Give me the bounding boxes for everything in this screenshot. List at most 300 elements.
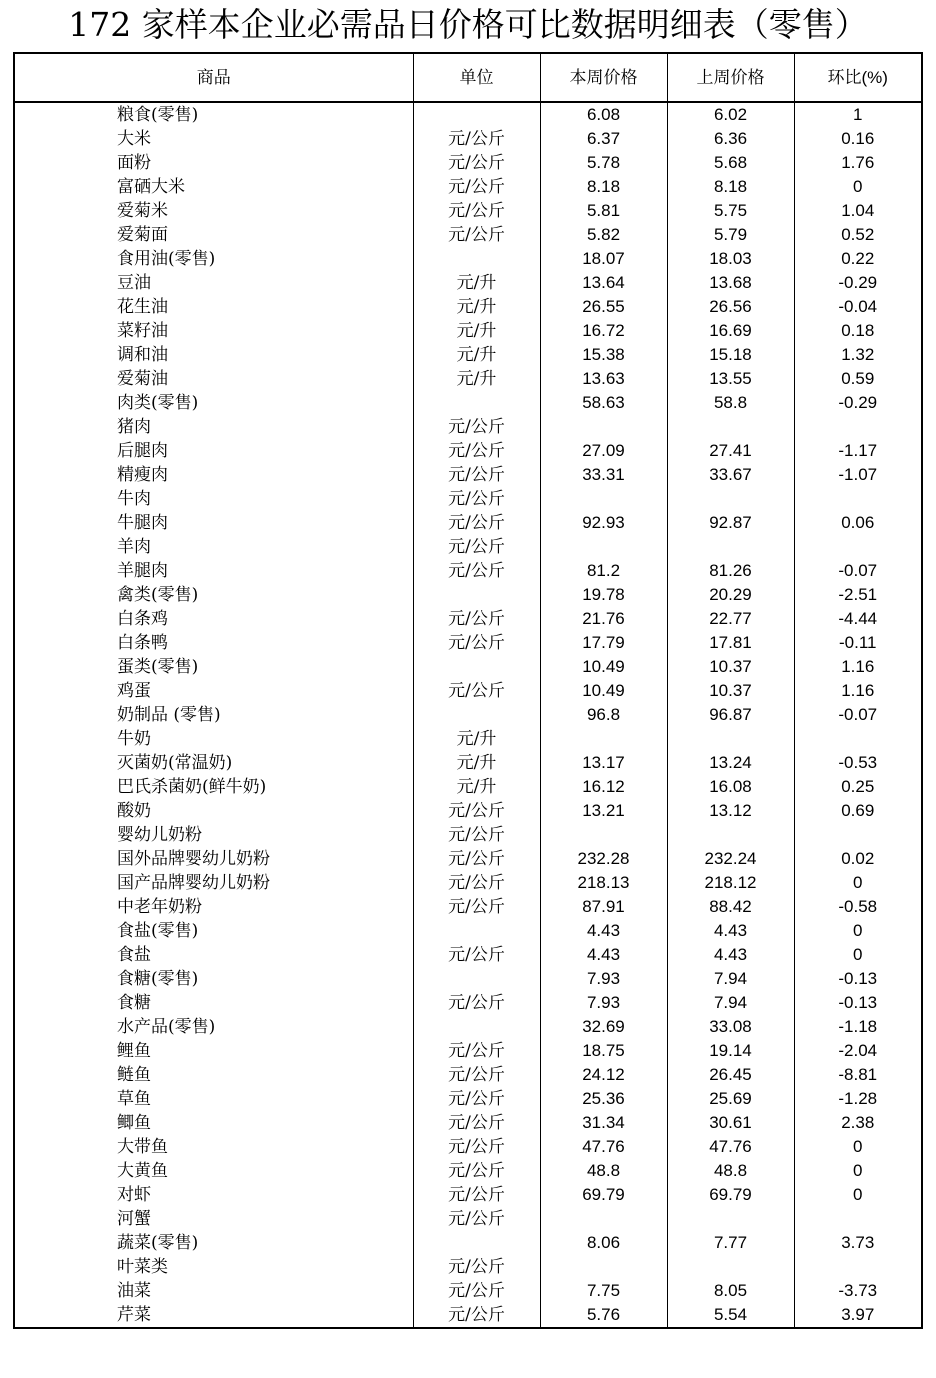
table-row [14,295,922,319]
change-percent-cell: 0.52 [794,223,922,247]
unit-cell: 元/公斤 [413,1303,540,1328]
product-name-cell: 粮食(零售) [14,102,413,127]
product-name-cell: 婴幼儿奶粉 [14,823,413,847]
unit-cell: 元/升 [413,319,540,343]
change-percent-cell: 0 [794,871,922,895]
table-row [14,415,922,439]
last-week-price-cell: 218.12 [667,871,794,895]
product-name-cell: 花生油 [14,295,413,319]
last-week-price-cell: 13.24 [667,751,794,775]
unit-cell: 元/公斤 [413,463,540,487]
product-name-cell: 芹菜 [14,1303,413,1328]
this-week-price-cell: 25.36 [540,1087,667,1111]
change-percent-cell: 0.22 [794,247,922,271]
table-row [14,175,922,199]
table-row [14,463,922,487]
this-week-price-cell: 6.37 [540,127,667,151]
change-percent-cell: -2.04 [794,1039,922,1063]
last-week-price-cell: 20.29 [667,583,794,607]
unit-cell: 元/公斤 [413,943,540,967]
table-row [14,439,922,463]
this-week-price-cell: 18.75 [540,1039,667,1063]
product-name-cell: 食盐 [14,943,413,967]
this-week-price-cell: 232.28 [540,847,667,871]
this-week-price-cell: 33.31 [540,463,667,487]
last-week-price-cell: 8.05 [667,1279,794,1303]
last-week-price-cell: 6.02 [667,102,794,127]
last-week-price-cell: 10.37 [667,679,794,703]
this-week-price-cell: 19.78 [540,583,667,607]
table-row [14,1231,922,1255]
change-percent-cell: -1.28 [794,1087,922,1111]
change-percent-cell: 3.97 [794,1303,922,1328]
product-name-cell: 草鱼 [14,1087,413,1111]
product-name-cell: 大米 [14,127,413,151]
product-name-cell: 食用油(零售) [14,247,413,271]
table-row [14,1159,922,1183]
last-week-price-cell: 33.08 [667,1015,794,1039]
change-percent-cell: 0.69 [794,799,922,823]
change-percent-cell: -0.29 [794,391,922,415]
last-week-price-cell: 7.94 [667,967,794,991]
table-row [14,1303,922,1328]
change-percent-cell: 0.18 [794,319,922,343]
last-week-price-cell: 232.24 [667,847,794,871]
table-row [14,871,922,895]
last-week-price-cell: 88.42 [667,895,794,919]
table-row [14,727,922,751]
table-row [14,319,922,343]
product-name-cell: 爱菊油 [14,367,413,391]
table-row [14,703,922,727]
table-row [14,1039,922,1063]
column-header-last-week-price: 上周价格 [667,53,794,102]
table-row [14,1015,922,1039]
last-week-price-cell: 30.61 [667,1111,794,1135]
product-name-cell: 后腿肉 [14,439,413,463]
unit-cell: 元/公斤 [413,991,540,1015]
this-week-price-cell: 47.76 [540,1135,667,1159]
table-row [14,199,922,223]
product-name-cell: 鸡蛋 [14,679,413,703]
table-row [14,847,922,871]
table-row [14,223,922,247]
this-week-price-cell: 4.43 [540,943,667,967]
last-week-price-cell: 5.79 [667,223,794,247]
this-week-price-cell: 96.8 [540,703,667,727]
last-week-price-cell: 5.68 [667,151,794,175]
column-header-unit: 单位 [413,53,540,102]
product-name-cell: 调和油 [14,343,413,367]
last-week-price-cell: 81.26 [667,559,794,583]
last-week-price-cell: 33.67 [667,463,794,487]
unit-cell: 元/公斤 [413,175,540,199]
table-row [14,967,922,991]
this-week-price-cell: 15.38 [540,343,667,367]
unit-cell: 元/公斤 [413,487,540,511]
last-week-price-cell: 13.55 [667,367,794,391]
this-week-price-cell: 69.79 [540,1183,667,1207]
this-week-price-cell: 7.93 [540,991,667,1015]
this-week-price-cell: 48.8 [540,1159,667,1183]
table-body [14,102,922,1328]
table-row [14,919,922,943]
unit-cell: 元/公斤 [413,631,540,655]
this-week-price-cell: 13.63 [540,367,667,391]
product-name-cell: 牛腿肉 [14,511,413,535]
change-percent-cell: 1.16 [794,655,922,679]
this-week-price-cell: 24.12 [540,1063,667,1087]
unit-cell: 元/公斤 [413,1207,540,1231]
table-row [14,583,922,607]
product-name-cell: 鲫鱼 [14,1111,413,1135]
product-name-cell: 肉类(零售) [14,391,413,415]
last-week-price-cell: 26.56 [667,295,794,319]
unit-cell [413,967,540,991]
product-name-cell: 奶制品 (零售) [14,703,413,727]
table-row [14,1135,922,1159]
unit-cell: 元/公斤 [413,439,540,463]
unit-cell: 元/公斤 [413,415,540,439]
last-week-price-cell: 7.94 [667,991,794,1015]
unit-cell: 元/升 [413,367,540,391]
unit-cell: 元/公斤 [413,1135,540,1159]
this-week-price-cell: 21.76 [540,607,667,631]
product-name-cell: 爱菊面 [14,223,413,247]
unit-cell: 元/公斤 [413,895,540,919]
this-week-price-cell: 58.63 [540,391,667,415]
unit-cell: 元/公斤 [413,151,540,175]
this-week-price-cell: 81.2 [540,559,667,583]
product-name-cell: 国外品牌婴幼儿奶粉 [14,847,413,871]
this-week-price-cell [540,823,667,847]
change-percent-cell: -0.29 [794,271,922,295]
this-week-price-cell: 8.18 [540,175,667,199]
product-name-cell: 牛奶 [14,727,413,751]
change-percent-cell: -0.58 [794,895,922,919]
product-name-cell: 蛋类(零售) [14,655,413,679]
last-week-price-cell: 58.8 [667,391,794,415]
this-week-price-cell: 7.75 [540,1279,667,1303]
this-week-price-cell: 6.08 [540,102,667,127]
unit-cell: 元/公斤 [413,1279,540,1303]
change-percent-cell [794,487,922,511]
this-week-price-cell: 18.07 [540,247,667,271]
table-row [14,943,922,967]
change-percent-cell: 0 [794,943,922,967]
product-name-cell: 河蟹 [14,1207,413,1231]
product-name-cell: 鲢鱼 [14,1063,413,1087]
unit-cell: 元/升 [413,775,540,799]
unit-cell: 元/公斤 [413,1159,540,1183]
unit-cell: 元/公斤 [413,223,540,247]
unit-cell [413,247,540,271]
last-week-price-cell [667,1207,794,1231]
this-week-price-cell: 5.76 [540,1303,667,1328]
last-week-price-cell [667,415,794,439]
this-week-price-cell: 7.93 [540,967,667,991]
change-percent-cell: -0.04 [794,295,922,319]
unit-cell: 元/公斤 [413,799,540,823]
product-name-cell: 食糖(零售) [14,967,413,991]
product-name-cell: 食糖 [14,991,413,1015]
last-week-price-cell: 4.43 [667,919,794,943]
product-name-cell: 中老年奶粉 [14,895,413,919]
table-row [14,823,922,847]
this-week-price-cell: 218.13 [540,871,667,895]
table-header-row [14,53,922,102]
product-name-cell: 国产品牌婴幼儿奶粉 [14,871,413,895]
table-row [14,1087,922,1111]
table-row [14,1255,922,1279]
product-name-cell: 食盐(零售) [14,919,413,943]
table-row [14,991,922,1015]
unit-cell: 元/公斤 [413,847,540,871]
this-week-price-cell: 17.79 [540,631,667,655]
last-week-price-cell: 47.76 [667,1135,794,1159]
change-percent-cell: 1.16 [794,679,922,703]
last-week-price-cell: 22.77 [667,607,794,631]
unit-cell: 元/升 [413,271,540,295]
last-week-price-cell: 25.69 [667,1087,794,1111]
change-percent-cell: -4.44 [794,607,922,631]
last-week-price-cell: 4.43 [667,943,794,967]
product-name-cell: 叶菜类 [14,1255,413,1279]
change-percent-cell: -0.13 [794,991,922,1015]
last-week-price-cell: 19.14 [667,1039,794,1063]
change-percent-cell: 0.25 [794,775,922,799]
this-week-price-cell: 26.55 [540,295,667,319]
table-row [14,511,922,535]
product-name-cell: 对虾 [14,1183,413,1207]
last-week-price-cell: 26.45 [667,1063,794,1087]
last-week-price-cell: 16.08 [667,775,794,799]
unit-cell: 元/公斤 [413,127,540,151]
unit-cell: 元/公斤 [413,607,540,631]
table-row [14,1279,922,1303]
change-percent-cell: -0.11 [794,631,922,655]
this-week-price-cell: 10.49 [540,679,667,703]
product-name-cell: 面粉 [14,151,413,175]
this-week-price-cell [540,415,667,439]
product-name-cell: 大带鱼 [14,1135,413,1159]
this-week-price-cell: 5.78 [540,151,667,175]
product-name-cell: 富硒大米 [14,175,413,199]
change-percent-cell: 0 [794,1159,922,1183]
this-week-price-cell [540,487,667,511]
change-percent-cell [794,1207,922,1231]
last-week-price-cell: 13.68 [667,271,794,295]
last-week-price-cell: 6.36 [667,127,794,151]
change-percent-cell: 0 [794,919,922,943]
product-name-cell: 巴氏杀菌奶(鲜牛奶) [14,775,413,799]
change-percent-cell: -1.07 [794,463,922,487]
unit-cell: 元/公斤 [413,1183,540,1207]
this-week-price-cell [540,1207,667,1231]
change-percent-cell: 1.32 [794,343,922,367]
last-week-price-cell: 48.8 [667,1159,794,1183]
table-row [14,895,922,919]
table-row [14,1063,922,1087]
change-percent-cell: -1.18 [794,1015,922,1039]
change-percent-cell: -3.73 [794,1279,922,1303]
table-row [14,151,922,175]
product-name-cell: 爱菊米 [14,199,413,223]
column-header-this-week-price: 本周价格 [540,53,667,102]
product-name-cell: 精瘦肉 [14,463,413,487]
last-week-price-cell: 18.03 [667,247,794,271]
this-week-price-cell: 5.81 [540,199,667,223]
table-row [14,631,922,655]
table-row [14,751,922,775]
unit-cell: 元/公斤 [413,1063,540,1087]
unit-cell: 元/公斤 [413,679,540,703]
change-percent-cell [794,415,922,439]
change-percent-cell: 1 [794,102,922,127]
this-week-price-cell: 32.69 [540,1015,667,1039]
unit-cell: 元/升 [413,727,540,751]
table-row [14,799,922,823]
unit-cell [413,102,540,127]
change-percent-cell [794,535,922,559]
change-percent-cell [794,727,922,751]
product-name-cell: 水产品(零售) [14,1015,413,1039]
product-name-cell: 酸奶 [14,799,413,823]
change-percent-cell: 0 [794,1183,922,1207]
change-percent-cell: -1.17 [794,439,922,463]
last-week-price-cell: 10.37 [667,655,794,679]
last-week-price-cell [667,823,794,847]
last-week-price-cell: 96.87 [667,703,794,727]
table-row [14,271,922,295]
this-week-price-cell: 27.09 [540,439,667,463]
price-table [13,52,923,1329]
unit-cell: 元/升 [413,295,540,319]
page-title: 172 家样本企业必需品日价格可比数据明细表（零售） [68,5,868,44]
unit-cell: 元/升 [413,343,540,367]
table-row [14,607,922,631]
this-week-price-cell [540,1255,667,1279]
last-week-price-cell [667,727,794,751]
product-name-cell: 羊肉 [14,535,413,559]
unit-cell [413,655,540,679]
last-week-price-cell: 8.18 [667,175,794,199]
unit-cell [413,391,540,415]
product-name-cell: 猪肉 [14,415,413,439]
product-name-cell: 菜籽油 [14,319,413,343]
change-percent-cell: -0.13 [794,967,922,991]
unit-cell [413,703,540,727]
this-week-price-cell: 10.49 [540,655,667,679]
this-week-price-cell [540,727,667,751]
this-week-price-cell: 13.64 [540,271,667,295]
unit-cell: 元/公斤 [413,535,540,559]
change-percent-cell: 0.16 [794,127,922,151]
table-row [14,679,922,703]
product-name-cell: 灭菌奶(常温奶) [14,751,413,775]
change-percent-cell: -2.51 [794,583,922,607]
change-percent-cell: -0.53 [794,751,922,775]
this-week-price-cell: 16.72 [540,319,667,343]
this-week-price-cell: 13.21 [540,799,667,823]
change-percent-cell [794,1255,922,1279]
table-row [14,559,922,583]
product-name-cell: 牛肉 [14,487,413,511]
table-row [14,487,922,511]
product-name-cell: 白条鸭 [14,631,413,655]
last-week-price-cell: 13.12 [667,799,794,823]
change-percent-cell: 0.59 [794,367,922,391]
table-row [14,247,922,271]
this-week-price-cell: 31.34 [540,1111,667,1135]
change-percent-cell: 0.06 [794,511,922,535]
unit-cell: 元/公斤 [413,1255,540,1279]
last-week-price-cell: 69.79 [667,1183,794,1207]
table-row [14,127,922,151]
change-percent-cell: 0.02 [794,847,922,871]
unit-cell: 元/公斤 [413,199,540,223]
table-row [14,655,922,679]
last-week-price-cell: 17.81 [667,631,794,655]
last-week-price-cell [667,1255,794,1279]
last-week-price-cell: 92.87 [667,511,794,535]
this-week-price-cell: 87.91 [540,895,667,919]
product-name-cell: 羊腿肉 [14,559,413,583]
change-percent-cell [794,823,922,847]
unit-cell: 元/升 [413,751,540,775]
table-row [14,102,922,127]
change-percent-cell: -0.07 [794,559,922,583]
last-week-price-cell: 16.69 [667,319,794,343]
change-percent-cell: 1.76 [794,151,922,175]
unit-cell: 元/公斤 [413,511,540,535]
product-name-cell: 豆油 [14,271,413,295]
table-row [14,775,922,799]
last-week-price-cell: 7.77 [667,1231,794,1255]
last-week-price-cell: 15.18 [667,343,794,367]
last-week-price-cell [667,535,794,559]
change-percent-cell: 3.73 [794,1231,922,1255]
table-row [14,1207,922,1231]
this-week-price-cell: 13.17 [540,751,667,775]
change-percent-cell: 1.04 [794,199,922,223]
product-name-cell: 白条鸡 [14,607,413,631]
column-header-product: 商品 [14,53,413,102]
table-row [14,1183,922,1207]
last-week-price-cell: 5.75 [667,199,794,223]
column-header-change-percent: 环比(%) [794,53,922,102]
unit-cell [413,1231,540,1255]
unit-cell: 元/公斤 [413,1087,540,1111]
unit-cell [413,583,540,607]
this-week-price-cell: 4.43 [540,919,667,943]
unit-cell: 元/公斤 [413,1039,540,1063]
product-name-cell: 蔬菜(零售) [14,1231,413,1255]
table-row [14,535,922,559]
last-week-price-cell: 27.41 [667,439,794,463]
table-row [14,1111,922,1135]
this-week-price-cell [540,535,667,559]
change-percent-cell: -0.07 [794,703,922,727]
product-name-cell: 大黄鱼 [14,1159,413,1183]
unit-cell [413,1015,540,1039]
this-week-price-cell: 92.93 [540,511,667,535]
change-percent-cell: 0 [794,1135,922,1159]
this-week-price-cell: 8.06 [540,1231,667,1255]
this-week-price-cell: 5.82 [540,223,667,247]
product-name-cell: 禽类(零售) [14,583,413,607]
table-row [14,343,922,367]
